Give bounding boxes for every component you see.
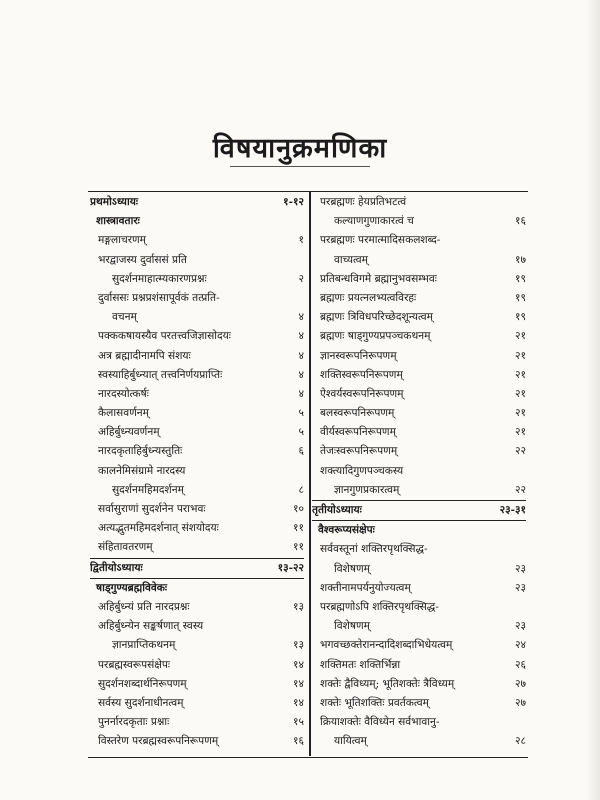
toc-entry [90, 212, 304, 231]
toc-entry [312, 617, 526, 636]
toc-entry-title: भरद्वाजस्य दुर्वाससं प्रति [98, 253, 187, 266]
toc-entry-title: अत्र ब्रह्मादीनामपि संशयः [98, 349, 191, 362]
toc-entry-page: २१ [514, 330, 526, 343]
toc-entry-page: ५ [298, 407, 304, 420]
toc-entry-title: पक्ककषायस्यैव परतत्त्वजिज्ञासोदयः [98, 330, 231, 343]
toc-entry-title: शास्त्रावतारः [96, 215, 140, 228]
toc-entry [90, 732, 304, 751]
toc-entry-title: षाड्गुण्यब्रह्मविवेकः [96, 581, 168, 594]
toc-entry [312, 404, 526, 423]
toc-entry-page: ११ [292, 522, 304, 535]
toc-entry [312, 540, 526, 559]
toc-entry [312, 636, 526, 655]
toc-entry-title: शक्तीनामपर्यनुयोज्यत्वम् [320, 581, 411, 594]
toc-entry-title: परब्रह्मणः परमात्मादिसकलशब्द- [320, 234, 441, 247]
toc-entry [90, 193, 304, 212]
toc-entry [90, 251, 304, 270]
toc-entry [90, 538, 304, 557]
toc-entry-title: विस्तरेण परब्रह्मस्वरूपनिरूपणम् [98, 735, 219, 748]
toc-entry-page: ४ [298, 311, 304, 324]
toc-entry [90, 500, 304, 519]
toc-entry-title: परब्रह्मणः हेयप्रतिभटत्वं [320, 196, 407, 208]
toc-entry-page: २३-३१ [499, 504, 526, 516]
toc-entry-page: ४ [298, 368, 304, 381]
toc-entry-page: १९ [514, 272, 526, 285]
toc-entry-title: शक्तिस्वरूपनिरूपणम् [320, 368, 403, 381]
toc-entry-title: अहिर्बुध्न्येन सङ्कर्षणात् स्वस्य [98, 620, 204, 633]
toc-entry-page: १७ [514, 253, 526, 266]
toc-entry [312, 251, 526, 270]
toc-entry-title: दुर्वाससः प्रश्नप्रशंसापूर्वकं तत्प्रति- [98, 291, 220, 304]
toc-entry [90, 442, 304, 461]
toc-entry-title: कालनेमिसंग्रामे नारदस्य [98, 464, 186, 477]
toc-entry [312, 366, 526, 385]
toc-entry-page: २४ [514, 639, 526, 652]
toc-entry [90, 519, 304, 538]
toc-entry-page: १६ [292, 735, 304, 748]
toc-entry-title: संहितावतरणम् [98, 541, 153, 554]
toc-entry [312, 327, 526, 346]
toc-entry-title: कल्याणगुणाकारत्वं च [334, 215, 414, 228]
toc-entry-page: १५ [292, 716, 304, 729]
toc-entry [312, 212, 526, 231]
toc-entry-title: सर्वस्य सुदर्शनाधीनत्वम् [98, 696, 184, 709]
toc-entry-page: २६ [514, 658, 526, 671]
toc-entry-title: शक्त्यादिगुणपञ्चकस्य [320, 464, 404, 477]
toc-entry [312, 231, 526, 250]
page-title: विषयानुक्रमणिका [212, 133, 388, 164]
toc-entry-title: सुदर्शनमहिमदर्शनम् [112, 483, 184, 496]
toc-entry-page: २ [298, 272, 304, 285]
toc-entry-title: शक्तेः भूतिशक्तिः प्रवर्तकत्वम् [320, 696, 429, 709]
toc-entry-page: २१ [514, 426, 526, 439]
toc-entry-title: शक्तेः द्वैविध्यम्; भूतिशक्तेः त्रैविध्यम् [320, 677, 455, 690]
toc-entry [90, 231, 304, 250]
toc-entry [312, 385, 526, 404]
toc-entry-title: परब्रह्मणोऽपि शक्तिरपृथक्सिद्ध- [320, 600, 439, 613]
toc-entry-title: परब्रह्मस्वरूपसंक्षेपः [98, 658, 171, 671]
toc-entry [312, 462, 526, 481]
toc-entry [90, 713, 304, 732]
toc-entry-page: ६ [298, 445, 304, 458]
toc-entry-page: २१ [514, 407, 526, 420]
toc-entry [312, 521, 526, 540]
toc-entry-title: वचनम् [112, 311, 137, 324]
toc-entry [312, 560, 526, 579]
toc-entry-title: तेजःस्वरूपनिरूपणम् [320, 445, 398, 458]
toc-entry-page: ८ [298, 483, 304, 496]
toc-entry [312, 481, 526, 500]
toc-entry-page: २२ [514, 483, 526, 496]
toc-entry-title: भगवच्छक्तेरानन्दादिशब्दाभिधेयत्वम् [320, 639, 453, 652]
toc-entry-title: मङ्गलाचरणम् [98, 234, 147, 247]
toc-entry-title: प्रतिबन्धविगमे ब्रह्मानुभवसम्भवः [320, 272, 437, 285]
toc-entry [90, 617, 304, 636]
toc-entry-title: सर्वासुराणां सुदर्शनेन पराभवः [98, 503, 206, 515]
toc-entry-title: सुदर्शनमाहात्म्यकारणप्रश्नः [112, 272, 207, 285]
toc-entry [90, 327, 304, 346]
toc-entry-title: विशेषणम् [334, 620, 370, 633]
toc-entry [90, 404, 304, 423]
toc-entry [312, 694, 526, 713]
toc-entry-page: १४ [292, 696, 304, 709]
toc-entry-title: प्रथमोऽध्यायः [90, 196, 138, 208]
toc-entry-title: नारदकृताहिर्बुध्न्यस्तुतिः [98, 445, 183, 458]
toc-entry-page: १३ [292, 639, 304, 652]
toc-entry-page: २३ [514, 581, 526, 594]
toc-entry-title: विशेषणम् [334, 562, 370, 575]
toc-right-column [312, 193, 526, 751]
toc-entry [90, 598, 304, 617]
toc-entry-page: ४ [298, 330, 304, 343]
toc-entry-title: क्रियाशक्तेः वैविध्येन सर्वभावानु- [320, 716, 440, 729]
toc-entry-page: १९ [514, 311, 526, 324]
toc-entry-page: ५ [298, 426, 304, 439]
toc-entry-title: तृतीयोऽध्यायः [312, 504, 362, 516]
toc-entry-page: १९ [514, 291, 526, 304]
page-edge-shadow [586, 0, 600, 800]
toc-entry [312, 732, 526, 751]
toc-entry [312, 308, 526, 327]
toc-entry-title: ज्ञानस्वरूपनिरूपणम् [320, 349, 397, 362]
toc-entry-title: वीर्यस्वरूपनिरूपणम् [320, 426, 396, 439]
toc-entry-title: बलस्वरूपनिरूपणम् [320, 407, 395, 420]
toc-entry-title: वाच्यत्वम् [334, 253, 369, 266]
toc-entry [90, 347, 304, 366]
toc-entry [312, 442, 526, 461]
toc-entry [90, 636, 304, 655]
toc-entry-title: अहिर्बुध्न्यं प्रति नारदप्रश्नः [98, 600, 190, 613]
toc-entry [90, 270, 304, 289]
toc-entry [312, 289, 526, 308]
toc-entry [90, 308, 304, 327]
toc-entry-title: ब्रह्मणः प्रयत्नलभ्यत्वविरहः [320, 291, 417, 304]
toc-entry [90, 656, 304, 675]
toc-entry [312, 656, 526, 675]
toc-entry [312, 598, 526, 617]
toc-entry-page: २८ [514, 735, 526, 748]
toc-entry [90, 289, 304, 308]
toc-entry [90, 694, 304, 713]
toc-entry-page: २७ [514, 696, 526, 709]
title-underline [230, 166, 370, 167]
toc-entry [90, 481, 304, 500]
toc-entry-page: ११ [292, 541, 304, 554]
toc-entry-page: १३-२२ [277, 561, 304, 574]
toc-entry-title: सुदर्शनशब्दार्थनिरूपणम् [98, 677, 187, 690]
toc-entry [312, 675, 526, 694]
toc-entry-page: १० [292, 503, 304, 515]
toc-entry-page: २१ [514, 349, 526, 362]
toc-entry-page: ४ [298, 349, 304, 362]
toc-entry-title: ब्रह्मणः त्रिविधपरिच्छेदशून्यत्वम् [320, 311, 433, 324]
toc-entry-page: १३ [292, 600, 304, 613]
toc-entry [90, 423, 304, 442]
toc-entry-page: १४ [292, 677, 304, 690]
toc-entry-title: ज्ञानप्राप्तिकथनम् [112, 639, 176, 652]
toc-entry [312, 193, 526, 212]
toc-entry-title: अत्यद्भुतमहिमदर्शनात् संशयोदयः [98, 522, 219, 535]
toc-entry-title: कैलासवर्णनम् [98, 407, 149, 420]
toc-entry-title: द्वितीयोऽध्यायः [90, 561, 143, 574]
toc-entry-title: नारदस्योत्कर्षः [98, 387, 149, 400]
toc-entry-page: १-१२ [283, 196, 304, 208]
toc-entry [312, 579, 526, 598]
toc-entry [312, 423, 526, 442]
toc-entry-title: यायित्वम् [334, 735, 367, 748]
toc-entry-page: २२ [514, 445, 526, 458]
toc-entry-page: १ [298, 234, 304, 247]
toc-entry-title: पुनर्नारदकृताः प्रश्नाः [98, 716, 170, 729]
toc-entry-title: अहिर्बुध्न्यवर्णनम् [98, 426, 160, 439]
toc-entry-page: १४ [292, 658, 304, 671]
toc-entry-title: स्वस्याहिर्बुध्न्यात् तत्त्वनिर्णयप्राप्तिः [98, 368, 223, 381]
toc-entry [90, 385, 304, 404]
toc-entry-title: ऐश्वर्यस्वरूपनिरूपणम् [320, 387, 404, 400]
toc-entry-title: ब्रह्मणः षाड्गुण्यप्रपञ्चकथनम् [320, 330, 431, 343]
toc-entry-page: २७ [514, 677, 526, 690]
toc-entry [312, 270, 526, 289]
column-divider [309, 191, 311, 756]
toc-left-column [90, 193, 304, 751]
toc-entry [90, 462, 304, 481]
toc-entry-page: २३ [514, 562, 526, 575]
toc-entry [312, 347, 526, 366]
toc-entry [90, 558, 304, 579]
toc-entry-title: ज्ञानगुणप्रकारत्वम् [334, 483, 400, 496]
toc-entry [312, 713, 526, 732]
toc-entry-title: सर्ववस्तूनां शक्तिरपृथक्सिद्ध- [320, 543, 428, 556]
toc-entry [90, 579, 304, 598]
toc-entry-page: २१ [514, 387, 526, 400]
toc-entry-title: वैश्वरूप्यसंक्षेपः [318, 524, 375, 537]
toc-entry-page: २३ [514, 620, 526, 633]
toc-entry-page: ४ [298, 387, 304, 400]
toc-entry-page: २१ [514, 368, 526, 381]
toc-entry-page: १६ [514, 215, 526, 228]
toc-entry [90, 675, 304, 694]
toc-entry [90, 366, 304, 385]
toc-entry [312, 500, 526, 521]
toc-entry-title: शक्तिमतः शक्तिर्भिन्ना [320, 658, 401, 671]
